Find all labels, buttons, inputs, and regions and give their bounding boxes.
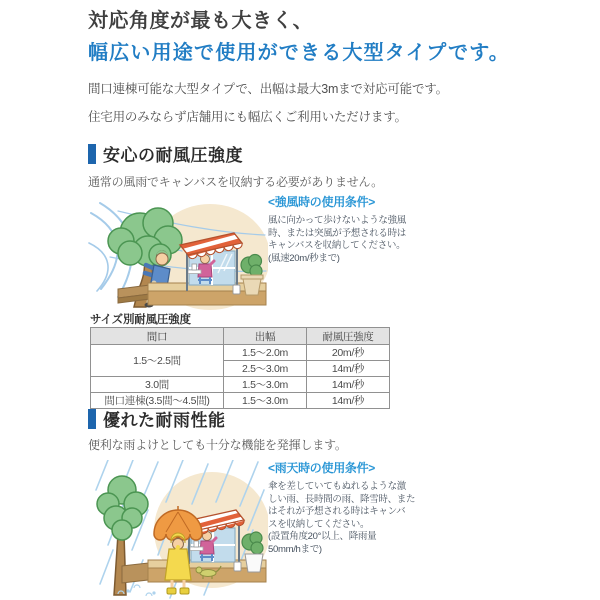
table-row bbox=[91, 345, 390, 361]
wind-condition-line: 時、または突風が予想される時は bbox=[268, 227, 407, 239]
rain-section-lead: 便利な雨よけとしても十分な機能を発揮します。 bbox=[88, 438, 347, 452]
rain-condition-box bbox=[268, 459, 415, 556]
cell-maguchi: 1.5〜2.5間 bbox=[91, 345, 224, 377]
wind-condition-title: <強風時の使用条件> bbox=[268, 195, 376, 209]
col-header-debaba: 出幅 bbox=[224, 328, 307, 345]
wind-condition-box bbox=[268, 193, 406, 265]
page-title-line1: 対応角度が最も大きく、 bbox=[88, 10, 314, 32]
rain-condition-line: 50mm/hまで) bbox=[268, 543, 322, 555]
col-header-maguchi: 間口 bbox=[91, 328, 224, 345]
cell-strength: 14m/秒 bbox=[307, 361, 390, 377]
rain-section-header bbox=[88, 406, 226, 431]
rain-condition-line: しい雨、長時間の雨、降雪時、また bbox=[268, 493, 416, 505]
wind-section-lead: 通常の風雨でキャンバスを収納する必要がありません。 bbox=[88, 175, 383, 189]
rain-condition-title: <雨天時の使用条件> bbox=[268, 461, 376, 475]
wind-condition-line: 風に向かって歩けないような強風 bbox=[268, 215, 407, 226]
cell-strength: 14m/秒 bbox=[307, 393, 390, 409]
cell-maguchi: 3.0間 bbox=[91, 377, 224, 393]
intro-line1: 間口連棟可能な大型タイプで、出幅は最大3mまで対応可能です。 bbox=[88, 82, 448, 96]
col-header-strength: 耐風圧強度 bbox=[307, 328, 390, 345]
deck bbox=[122, 560, 266, 583]
tree-canopy bbox=[108, 208, 182, 266]
cell-debaba: 1.5〜3.0m bbox=[224, 393, 307, 409]
page-title-line2: 幅広い用途で使用ができる大型タイプです。 bbox=[88, 42, 510, 64]
cell-debaba: 1.5〜2.0m bbox=[224, 345, 307, 361]
wind-illustration bbox=[88, 195, 268, 310]
cell-debaba: 2.5〜3.0m bbox=[224, 361, 307, 377]
wind-section-header bbox=[88, 141, 243, 166]
section-marker-icon bbox=[88, 144, 96, 164]
cell-strength: 14m/秒 bbox=[307, 377, 390, 393]
rain-condition-line: 傘を差していてもぬれるような激 bbox=[268, 481, 407, 492]
tree-trunk bbox=[114, 534, 126, 595]
spec-table bbox=[90, 327, 390, 409]
section-marker-icon bbox=[88, 409, 96, 429]
cell-strength: 20m/秒 bbox=[307, 345, 390, 361]
rain-section-title: 優れた耐雨性能 bbox=[103, 411, 226, 430]
table-header-row bbox=[91, 328, 390, 345]
table-row bbox=[91, 377, 390, 393]
wind-condition-line: キャンバスを収納してください。 bbox=[268, 240, 406, 251]
spec-table-title: サイズ別耐風圧強度 bbox=[90, 314, 191, 326]
cell-debaba: 1.5〜3.0m bbox=[224, 377, 307, 393]
wind-condition-line: (風速20m/秒まで) bbox=[268, 252, 340, 264]
rain-condition-line: スを収納してください。 bbox=[268, 518, 370, 530]
intro-line2: 住宅用のみならず店舗用にも幅広くご利用いただけます。 bbox=[88, 110, 407, 124]
rain-condition-line: はそれが予想される時はキャンバ bbox=[268, 506, 406, 517]
wind-section-title: 安心の耐風圧強度 bbox=[103, 146, 243, 165]
rain-condition-line: (設置角度20°以上、降雨量 bbox=[268, 531, 377, 542]
cell-maguchi: 間口連棟(3.5間〜4.5間) bbox=[91, 393, 224, 409]
rain-illustration bbox=[88, 460, 268, 600]
